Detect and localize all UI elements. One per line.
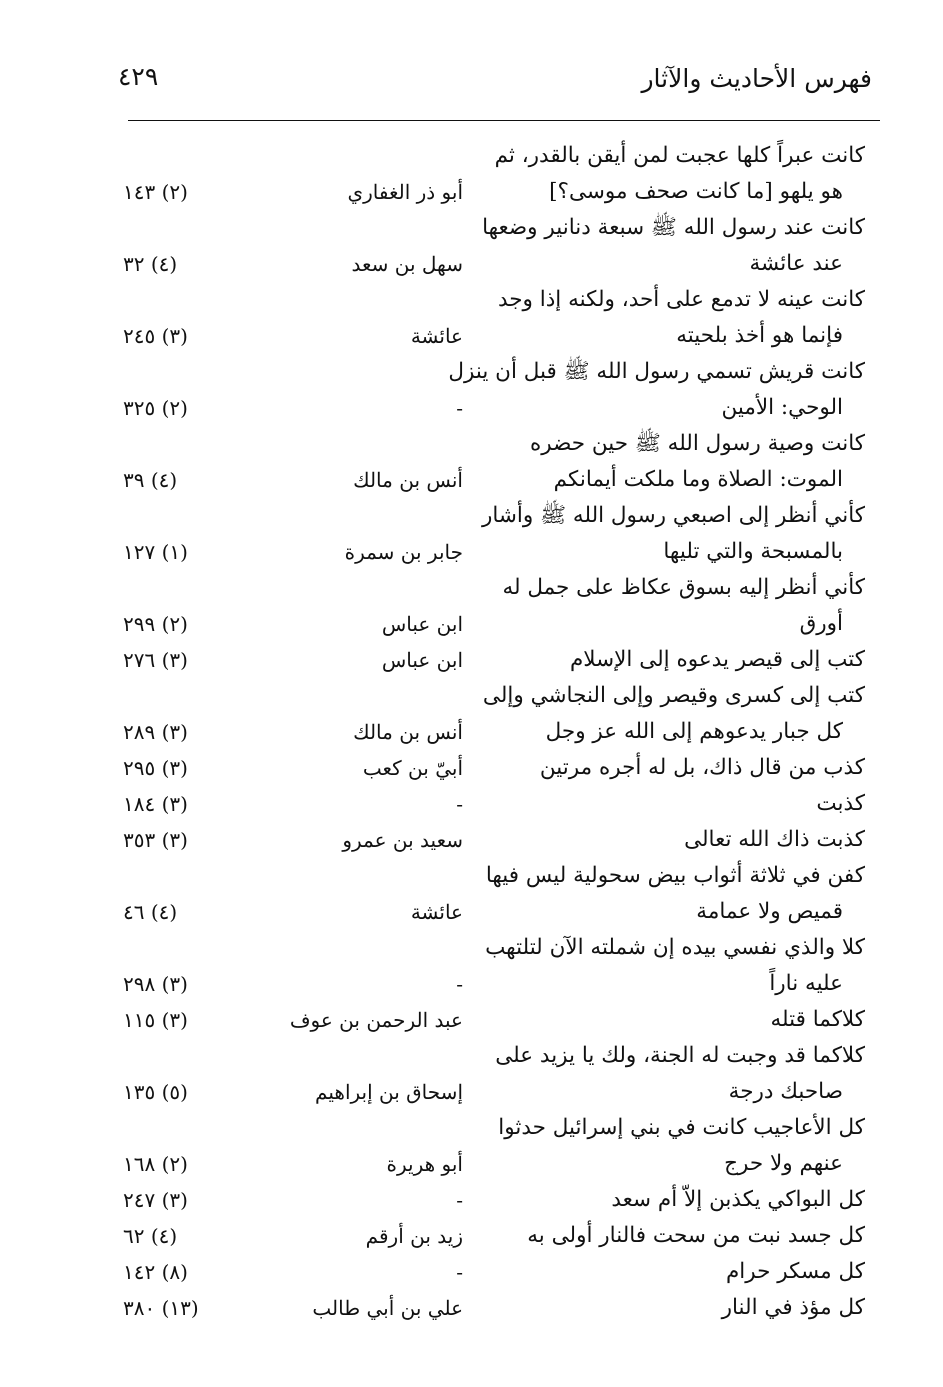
hadith-text	[493, 1290, 865, 1326]
hadith-text-line: عند عائشة	[749, 251, 843, 276]
hadith-text-line: كتب إلى كسرى وقيصر وإلى النجاشي وإلى	[482, 683, 865, 708]
hadith-text	[493, 1218, 865, 1254]
hadith-text-line: عنهم ولا حرج	[724, 1151, 843, 1176]
index-entry	[0, 1254, 943, 1290]
volume-page-reference: (٢) ٣٢٥	[123, 396, 188, 420]
narrator: سهل بن سعد	[351, 252, 463, 276]
hadith-text	[493, 1254, 865, 1290]
hadith-text-line: كانت عينه لا تدمع على أحد، ولكنه إذا وجد	[497, 287, 865, 312]
volume-page-reference: (٣) ٢٤٧	[123, 1188, 188, 1212]
volume-page-reference: (٤) ٣٩	[123, 468, 178, 492]
hadith-text	[493, 1038, 865, 1110]
hadith-text	[482, 678, 865, 750]
hadith-text-line: كلا والذي نفسي بيده إن شملته الآن لتلتهب	[485, 935, 865, 960]
index-entry	[0, 498, 943, 570]
hadith-text-line: الوحي: الأمين	[721, 395, 843, 420]
index-entry	[0, 1182, 943, 1218]
index-entry	[0, 570, 943, 642]
volume-page-reference: (١٣) ٣٨٠	[123, 1296, 199, 1320]
hadith-text	[493, 1002, 865, 1038]
narrator: زيد بن أرقم	[365, 1224, 463, 1248]
narrator: أبو ذر الغفاري	[347, 180, 463, 204]
narrator: -	[456, 396, 463, 420]
volume-page-reference: (٣) ٣٥٣	[123, 828, 188, 852]
index-entry	[0, 786, 943, 822]
narrator: -	[456, 972, 463, 996]
volume-page-reference: (٨) ١٤٢	[123, 1260, 188, 1284]
hadith-text-line: كانت عبراً كلها عجبت لمن أيقن بالقدر، ثم	[494, 143, 865, 168]
hadith-text	[493, 750, 865, 786]
volume-page-reference: (٤) ٦٢	[123, 1224, 178, 1248]
page-title: فهرس الأحاديث والآثار	[641, 64, 872, 93]
index-entry	[0, 1218, 943, 1254]
hadith-text-line: كتب إلى قيصر يدعوه إلى الإسلام	[569, 647, 865, 672]
volume-page-reference: (٣) ٢٧٦	[123, 648, 188, 672]
hadith-text	[485, 930, 865, 1002]
hadith-text-line: كذب من قال ذاك، بل له أجره مرتين	[539, 755, 865, 780]
narrator: سعيد بن عمرو	[342, 828, 463, 852]
page-number: ٤٢٩	[118, 62, 159, 91]
hadith-text	[493, 282, 865, 354]
hadith-text-line: كل جبار يدعوهم إلى الله عز وجل	[545, 719, 843, 744]
index-entry	[0, 930, 943, 1002]
hadith-text	[493, 1110, 865, 1182]
hadith-text-line: كأني أنظر إليه بسوق عكاظ على جمل له	[502, 575, 865, 600]
volume-page-reference: (٣) ٢٤٥	[123, 324, 188, 348]
index-entry	[0, 354, 943, 426]
hadith-text-line: عليه ناراً	[769, 971, 843, 996]
volume-page-reference: (٣) ٢٨٩	[123, 720, 188, 744]
volume-page-reference: (٢) ١٦٨	[123, 1152, 188, 1176]
hadith-text-line: كل مسكر حرام	[725, 1259, 865, 1284]
index-entry	[0, 210, 943, 282]
hadith-text-line: قميص ولا عمامة	[696, 899, 843, 924]
volume-page-reference: (١) ١٢٧	[123, 540, 188, 564]
hadith-text-line: كل مؤذ في النار	[721, 1295, 865, 1320]
index-entry	[0, 750, 943, 786]
hadith-text-line: كذبت ذاك الله تعالى	[684, 827, 865, 852]
volume-page-reference: (٣) ٢٩٨	[123, 972, 188, 996]
index-entry	[0, 1110, 943, 1182]
header-divider	[128, 120, 880, 121]
narrator: ابن عباس	[381, 612, 463, 636]
volume-page-reference: (٣) ١٨٤	[123, 792, 188, 816]
volume-page-reference: (٣) ٢٩٥	[123, 756, 188, 780]
index-entry	[0, 1038, 943, 1110]
narrator: أبيّ بن كعب	[362, 756, 463, 780]
index-entry	[0, 282, 943, 354]
hadith-text	[485, 858, 865, 930]
index-entry	[0, 1290, 943, 1326]
hadith-text-line: كانت عند رسول الله ﷺ سبعة دنانير وضعها	[482, 215, 865, 240]
hadith-text	[493, 1182, 865, 1218]
hadith-text-line: كلاكما قتله	[770, 1007, 865, 1032]
volume-page-reference: (٥) ١٣٥	[123, 1080, 188, 1104]
volume-page-reference: (٤) ٣٢	[123, 252, 178, 276]
hadith-text-line: فإنما هو أخذ بلحيته	[676, 323, 843, 348]
hadith-text	[493, 642, 865, 678]
narrator: جابر بن سمرة	[344, 540, 463, 564]
narrator: علي بن أبي طالب	[312, 1296, 463, 1320]
hadith-text	[448, 354, 865, 426]
index-entry	[0, 678, 943, 750]
hadith-text	[493, 138, 865, 210]
volume-page-reference: (٤) ٤٦	[123, 900, 178, 924]
hadith-text-line: هو يلهو [ما كانت صحف موسى؟]	[549, 179, 843, 204]
index-entry	[0, 642, 943, 678]
hadith-text-line: كانت وصية رسول الله ﷺ حين حضره	[529, 431, 865, 456]
hadith-text-line: الموت: الصلاة وما ملكت أيمانكم	[553, 467, 843, 492]
narrator: -	[456, 1260, 463, 1284]
narrator: ابن عباس	[381, 648, 463, 672]
narrator: -	[456, 792, 463, 816]
hadith-text	[493, 786, 865, 822]
index-entry	[0, 426, 943, 498]
narrator: -	[456, 1188, 463, 1212]
index-entry	[0, 858, 943, 930]
narrator: عبد الرحمن بن عوف	[289, 1008, 463, 1032]
hadith-text-line: كل البواكي يكذبن إلاّ أم سعد	[611, 1187, 865, 1212]
hadith-text-line: كلاكما قد وجبت له الجنة، ولك يا يزيد على	[495, 1043, 865, 1068]
page-header	[118, 58, 878, 102]
narrator: عائشة	[410, 324, 463, 348]
volume-page-reference: (٢) ٢٩٩	[123, 612, 188, 636]
hadith-text	[493, 822, 865, 858]
hadith-text-line: كذبت	[816, 791, 865, 816]
hadith-text	[481, 498, 865, 570]
narrator: أنس بن مالك	[353, 468, 463, 492]
hadith-text-line: كأني أنظر إلى اصبعي رسول الله ﷺ وأشار	[481, 503, 865, 528]
hadith-text-line: بالمسبحة والتي تليها	[663, 539, 843, 564]
narrator: إسحاق بن إبراهيم	[315, 1080, 463, 1104]
narrator: أبو هريرة	[386, 1152, 463, 1176]
narrator: أنس بن مالك	[353, 720, 463, 744]
index-entry	[0, 138, 943, 210]
hadith-text-line: كانت قريش تسمي رسول الله ﷺ قبل أن ينزل	[448, 359, 865, 384]
volume-page-reference: (٢) ١٤٣	[123, 180, 188, 204]
hadith-text-line: كل جسد نبت من سحت فالنار أولى به	[527, 1223, 865, 1248]
hadith-text-line: كل الأعاجيب كانت في بني إسرائيل حدثوا	[498, 1115, 865, 1140]
hadith-text	[493, 570, 865, 642]
hadith-text	[493, 426, 865, 498]
hadith-text	[482, 210, 865, 282]
narrator: عائشة	[410, 900, 463, 924]
hadith-index-list	[0, 138, 943, 1326]
index-entry	[0, 1002, 943, 1038]
hadith-text-line: كفن في ثلاثة أثواب بيض سحولية ليس فيها	[485, 863, 865, 888]
index-entry	[0, 822, 943, 858]
volume-page-reference: (٣) ١١٥	[123, 1008, 188, 1032]
hadith-text-line: أورق	[799, 611, 843, 636]
hadith-text-line: صاحبك درجة	[728, 1079, 843, 1104]
